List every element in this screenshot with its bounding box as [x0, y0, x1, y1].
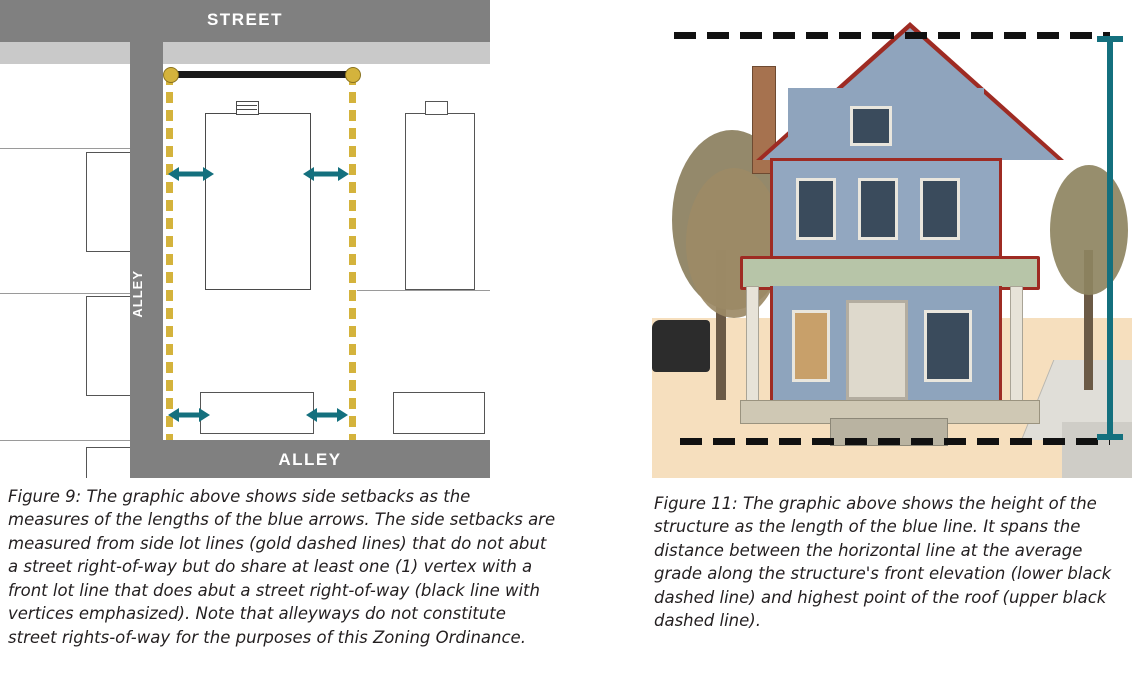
height-measure-cap-top	[1097, 36, 1123, 42]
figure-9-caption: Figure 9: The graphic above shows side setbacks as the measures of the lengths of the blue arrows. The side setbacks are measured from side lot lines (gold dashed lines) that do not abut a street right-of-way but do share at least one (1) vertex with a front lot line that does abut a street right-of-way (black line with vertices emphasized). Note that alleyways do not constitute street rights-of-way for the purposes of this Zoning Ordinance.	[8, 487, 556, 647]
neighbor-lot-line	[357, 290, 490, 291]
chimney-detail-line	[236, 109, 257, 110]
first-story-window	[924, 310, 972, 382]
attic-window	[850, 106, 892, 146]
first-story-window	[792, 310, 830, 382]
chimney-detail-line	[236, 105, 257, 106]
second-story-window	[858, 178, 898, 240]
neighbor-garage	[393, 392, 485, 434]
side-lot-line-left	[166, 74, 173, 448]
alley-vertical	[130, 42, 163, 452]
lower-dashed-grade-line	[680, 438, 1110, 445]
lot-line-vertex	[163, 67, 179, 83]
front-lot-line	[170, 71, 352, 78]
alley-vertical-label: ALLEY	[130, 270, 145, 318]
upper-dashed-grade-line	[674, 32, 1110, 39]
figure-9-site-plan	[0, 0, 490, 478]
neighbor-structure	[86, 296, 134, 396]
subject-structure	[205, 113, 311, 290]
subject-garage	[200, 392, 314, 434]
parked-car	[652, 320, 710, 372]
height-measure-line	[1107, 36, 1113, 440]
figure-11-elevation	[652, 0, 1132, 478]
side-setback-arrow	[168, 163, 214, 181]
neighbor-structure	[86, 447, 134, 478]
figure-11-caption: Figure 11: The graphic above shows the height of the structure as the length of the blue line. It spans the distance between the horizontal line at the average grade along the structure's front elevation (lower black dashed line) and highest point of the roof (upper black dashed line).	[654, 494, 1112, 631]
porch-column	[1010, 286, 1023, 404]
street-label: STREET	[206, 10, 284, 29]
side-setback-arrow	[306, 404, 348, 422]
house-structure	[710, 28, 1110, 448]
alley-bottom-label: ALLEY	[278, 450, 342, 469]
site-plan-canvas	[0, 0, 490, 478]
sidewalk-strip	[0, 42, 490, 65]
neighbor-lot-line	[0, 440, 130, 441]
neighbor-lot-line	[0, 293, 130, 294]
neighbor-structure	[405, 113, 475, 290]
neighbor-structure	[86, 152, 134, 252]
second-story-window	[920, 178, 960, 240]
neighbor-lot-line	[0, 148, 130, 149]
neighbor-structure	[425, 101, 448, 115]
house-elevation-canvas	[652, 0, 1132, 478]
chimney-plan	[236, 101, 259, 115]
lot-line-vertex	[345, 67, 361, 83]
side-lot-line-right	[349, 74, 356, 448]
side-setback-arrow	[303, 163, 349, 181]
side-setback-arrow	[168, 404, 210, 422]
height-measure-cap-bottom	[1097, 434, 1123, 440]
porch-column	[746, 286, 759, 404]
front-door	[846, 300, 908, 400]
porch-roof	[740, 256, 1040, 290]
second-story-window	[796, 178, 836, 240]
